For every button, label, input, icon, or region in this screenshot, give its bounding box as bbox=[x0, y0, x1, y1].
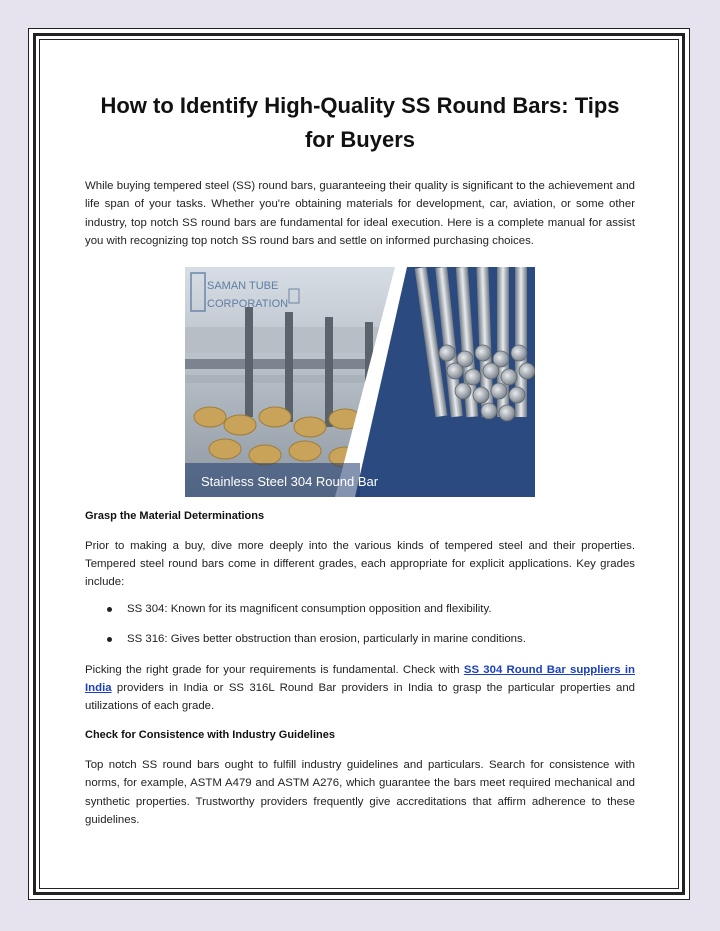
intro-paragraph: While buying tempered steel (SS) round bars, guaranteeing their quality is significant to the achievement and life span of your tasks. Whether you're obtaining materials for development, car, aviation, or some other industry, top notch SS round bars are fundamental for ideal execution. Here is a complete manual for assist you with recognizing top notch SS round bars and settle on informed purchasing choices. bbox=[85, 180, 635, 248]
grade-selection-text-after: providers in India or SS 316L Round Bar providers in India to grasp the particular properties and utilizations of each grade. bbox=[85, 682, 635, 713]
grade-selection-paragraph bbox=[85, 661, 635, 716]
grade-selection-text-before: Picking the right grade for your requirements is fundamental. Check with bbox=[85, 663, 464, 676]
image-caption: Stainless Steel 304 Round Bar bbox=[201, 473, 379, 489]
ss304-suppliers-link[interactable]: SS 304 Round Bar suppliers in India bbox=[85, 663, 635, 695]
page-title: How to Identify High-Quality SS Round Bars: Tips for Buyers bbox=[100, 93, 620, 152]
logo-line2: CORPORATION bbox=[207, 297, 289, 310]
list-item: SS 304: Known for its magnificent consumption opposition and flexibility. bbox=[85, 600, 635, 618]
logo-line1: SAMAN TUBE bbox=[207, 279, 279, 292]
section-heading-standards: Check for Consistence with Industry Guidelines bbox=[85, 728, 335, 741]
list-item: SS 316: Gives better obstruction than erosion, particularly in marine conditions. bbox=[85, 630, 635, 648]
document-content bbox=[85, 89, 635, 830]
document-page bbox=[28, 28, 690, 900]
hero-image bbox=[185, 267, 535, 497]
grades-list bbox=[85, 600, 635, 649]
section-heading-specifications: Grasp the Material Determinations bbox=[85, 509, 265, 522]
specifications-paragraph: Prior to making a buy, dive more deeply into the various kinds of tempered steel and their properties. Tempered steel round bars come in different grades, each appropriate for explicit applications. Key grades include: bbox=[85, 539, 635, 589]
standards-paragraph: Top notch SS round bars ought to fulfill industry guidelines and particulars. Search for consistence with norms, for example, ASTM A479 and ASTM A276, which guarantee the bars meet required mechanical and synthetic properties. Trustworthy providers frequently give accreditations that affirm adherence to these guidelines. bbox=[85, 758, 635, 827]
